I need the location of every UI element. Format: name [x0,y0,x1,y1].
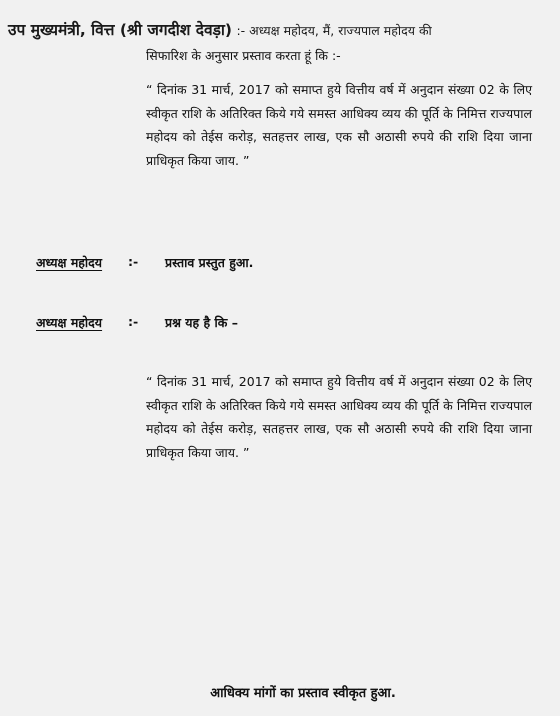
result-statement: आधिक्य मांगों का प्रस्ताव स्वीकृत हुआ. [210,686,396,701]
statement-text: प्रश्न यह है कि – [165,315,238,330]
question-quote: “ दिनांक 31 मार्च, 2017 को समाप्त हुये वित्तीय वर्ष में अनुदान संख्या 02 के लिए स्वीकृत राशि के अतिरिक्त किये गये समस्त आधिक्य व्यय की पूर्ति के निमित्त राज्यपाल महोदय को तेईस करोड़, सतहत्तर लाख, एक सौ अठासी रुपये की राशि दिया जाना प्राधिकृत किया जाय. ” [146,374,532,460]
speaker-line [8,18,432,40]
role-separator: :- [128,254,139,269]
motion-quote: “ दिनांक 31 मार्च, 2017 को समाप्त हुये वित्तीय वर्ष में अनुदान संख्या 02 के लिए स्वीकृत राशि के अतिरिक्त किये गये समस्त आधिक्य व्यय की पूर्ति के निमित्त राज्यपाल महोदय को तेईस करोड़, सतहत्तर लाख, एक सौ अठासी रुपये की राशि दिया जाना प्राधिकृत किया जाय. ” [146,82,532,168]
speaker-name: उप मुख्यमंत्री, वित्त (श्री जगदीश देवड़ा) [8,21,233,39]
speaker-role: अध्यक्ष महोदय [36,315,103,330]
statement-text: प्रस्ताव प्रस्तुत हुआ. [165,255,254,270]
speaker-intro-continued: सिफारिश के अनुसार प्रस्ताव करता हूं कि :- [146,48,341,63]
role-separator: :- [128,314,139,329]
speaker-role: अध्यक्ष महोदय [36,255,103,270]
speaker-intro: :- अध्यक्ष महोदय, मैं, राज्यपाल महोदय की [236,23,432,38]
